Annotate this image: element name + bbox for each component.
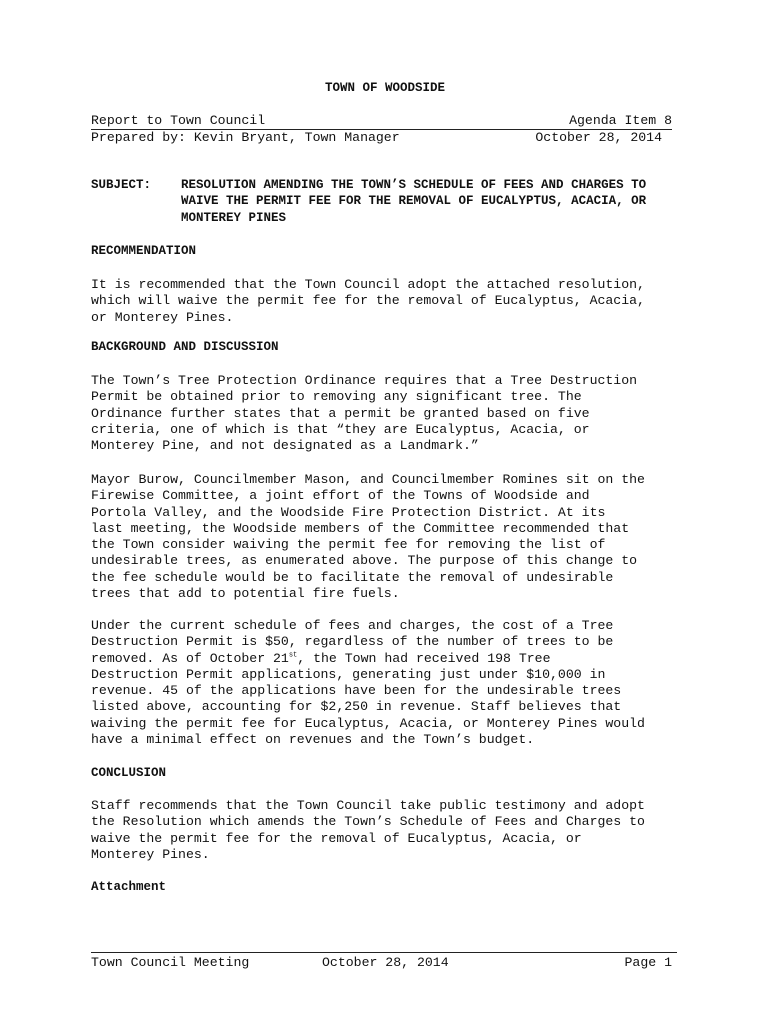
attachment-heading: Attachment — [91, 880, 167, 894]
ordinal-suffix: st — [288, 651, 298, 660]
recommendation-heading: RECOMMENDATION — [91, 244, 197, 258]
background-paragraph-3-part-b: , the Town had received 198 Tree Destruction Permit applications, generating just under $10,000 in revenue. 45 of the applications have been for the undesirable trees listed above, accounting for $2,250 in revenue. Staff believes that waiving the permit fee for Eucalyptus, Acacia, or Monterey Pines would have a minimal effect on revenues and the Town’s budget. — [91, 650, 645, 748]
recommendation-text: It is recommended that the Town Council adopt the attached resolution, which will waive the permit fee for the removal of Eucalyptus, Acacia, or Monterey Pines. — [91, 277, 645, 325]
report-date: October 28, 2014 — [535, 130, 662, 145]
header-row-2 — [91, 130, 672, 146]
agenda-item: Agenda Item 8 — [569, 113, 672, 128]
report-to: Report to Town Council — [91, 113, 266, 128]
subject-label: SUBJECT: — [91, 178, 152, 192]
footer-page-number: Page 1 — [624, 955, 672, 970]
conclusion-text: Staff recommends that the Town Council take public testimony and adopt the Resolution which amends the Town’s Schedule of Fees and Charges to waive the permit fee for the removal of Eucalyptus, Acacia, or Monterey Pines. — [91, 798, 645, 862]
footer-divider — [91, 952, 677, 953]
background-paragraph-3-part-a: Under the current schedule of fees and charges, the cost of a Tree Destruction Permit is $50, regardless of the number of trees to be removed. As of October 21 — [91, 618, 614, 666]
footer-date: October 28, 2014 — [322, 955, 449, 970]
background-paragraph-1: The Town’s Tree Protection Ordinance requires that a Tree Destruction Permit be obtained prior to removing any significant tree. The Ordinance further states that a permit be granted based on five criteria, one of which is that “they are Eucalyptus, Acacia, or Monterey Pine, and not designated as a Landmark.” — [91, 373, 638, 454]
header-row-1 — [91, 113, 672, 129]
subject-text: RESOLUTION AMENDING THE TOWN’S SCHEDULE OF FEES AND CHARGES TO WAIVE THE PERMIT FEE FOR THE REMOVAL OF EUCALYPTUS, ACACIA, OR MONTEREY PINES — [181, 178, 647, 225]
footer-meeting: Town Council Meeting — [91, 955, 250, 970]
background-paragraph-3 — [91, 618, 681, 748]
conclusion-heading: CONCLUSION — [91, 766, 167, 780]
background-paragraph-2: Mayor Burow, Councilmember Mason, and Councilmember Romines sit on the Firewise Committee, a joint effort of the Towns of Woodside and Portola Valley, and the Woodside Fire Protection District. At its last meeting, the Woodside members of the Committee recommended that the Town consider waiving the permit fee for removing the list of undesirable trees, as enumerated above. The purpose of this change to the fee schedule would be to facilitate the removal of undesirable trees that add to potential fire fuels. — [91, 472, 645, 602]
background-heading: BACKGROUND AND DISCUSSION — [91, 340, 279, 354]
prepared-by: Prepared by: Kevin Bryant, Town Manager — [91, 130, 400, 145]
document-title: TOWN OF WOODSIDE — [324, 81, 446, 95]
